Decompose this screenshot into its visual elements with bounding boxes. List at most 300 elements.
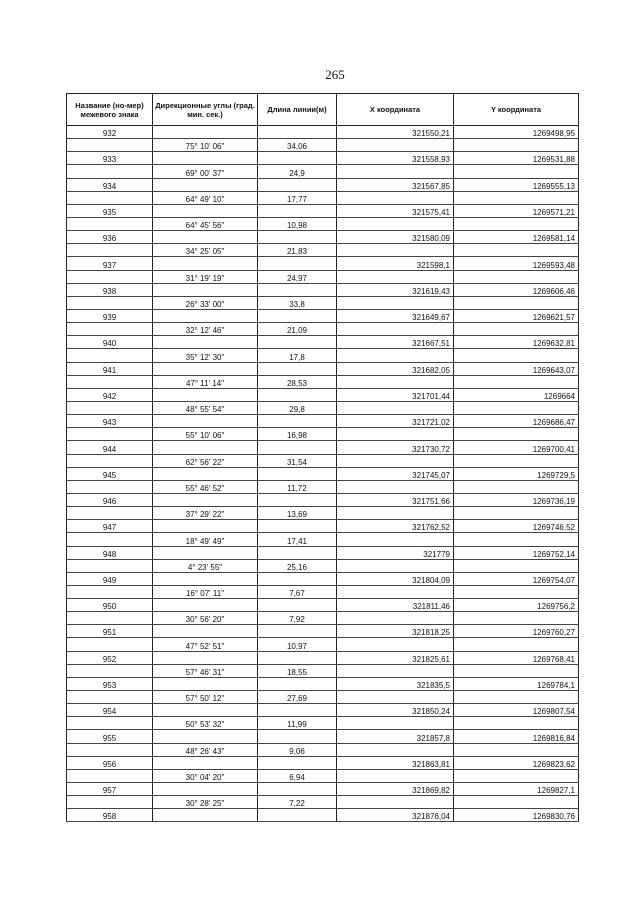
empty-cell [258,651,337,664]
y-coordinate: 1269760,27 [454,625,579,638]
empty-cell [258,204,337,217]
direction-angle: 4° 23' 55" [153,559,258,572]
segment-row [67,165,579,178]
segment-row [67,270,579,283]
empty-cell [258,809,337,822]
segment-row [67,585,579,598]
empty-cell [454,244,579,257]
point-row [67,467,579,480]
empty-cell [153,783,258,796]
direction-angle: 26° 33' 00" [153,296,258,309]
empty-cell [258,126,337,139]
y-coordinate: 1269632,81 [454,336,579,349]
y-coordinate: 1269606,46 [454,283,579,296]
empty-cell [454,533,579,546]
direction-angle: 18° 49' 49" [153,533,258,546]
point-row [67,625,579,638]
x-coordinate: 321811,46 [337,599,454,612]
point-name: 932 [67,126,153,139]
segment-row [67,743,579,756]
empty-cell [454,401,579,414]
direction-angle: 55° 46' 52" [153,480,258,493]
empty-cell [67,691,153,704]
point-row [67,336,579,349]
empty-cell [337,349,454,362]
x-coordinate: 321869,82 [337,783,454,796]
empty-cell [153,730,258,743]
y-coordinate: 1269807,54 [454,704,579,717]
y-coordinate: 1269827,1 [454,783,579,796]
line-length: 7,22 [258,796,337,809]
empty-cell [153,257,258,270]
empty-cell [153,651,258,664]
direction-angle: 37° 29' 22" [153,507,258,520]
empty-cell [337,585,454,598]
y-coordinate: 1269571,21 [454,204,579,217]
point-name: 949 [67,572,153,585]
direction-angle: 31° 19' 19" [153,270,258,283]
line-length: 17,8 [258,349,337,362]
point-name: 951 [67,625,153,638]
direction-angle: 16° 07' 11" [153,585,258,598]
x-coordinate: 321850,24 [337,704,454,717]
empty-cell [258,625,337,638]
empty-cell [153,231,258,244]
point-row [67,493,579,506]
y-coordinate: 1269498,95 [454,126,579,139]
empty-cell [337,717,454,730]
empty-cell [153,152,258,165]
segment-row [67,638,579,651]
empty-cell [67,401,153,414]
segment-row [67,480,579,493]
empty-cell [67,743,153,756]
y-coordinate: 1269756,2 [454,599,579,612]
empty-cell [337,638,454,651]
empty-cell [153,520,258,533]
y-coordinate: 1269784,1 [454,677,579,690]
y-coordinate: 1269830,76 [454,809,579,822]
empty-cell [337,533,454,546]
point-name: 940 [67,336,153,349]
line-length: 17,41 [258,533,337,546]
point-name: 933 [67,152,153,165]
empty-cell [153,441,258,454]
empty-cell [67,217,153,230]
empty-cell [454,349,579,362]
empty-cell [454,769,579,782]
point-row [67,257,579,270]
y-coordinate: 1269754,07 [454,572,579,585]
line-length: 16,98 [258,428,337,441]
empty-cell [153,599,258,612]
point-name: 946 [67,493,153,506]
empty-cell [454,717,579,730]
point-row [67,309,579,322]
empty-cell [153,309,258,322]
x-coordinate: 321751,66 [337,493,454,506]
point-row [67,730,579,743]
empty-cell [454,664,579,677]
segment-row [67,559,579,572]
empty-cell [337,428,454,441]
x-coordinate: 321818,25 [337,625,454,638]
y-coordinate: 1269621,57 [454,309,579,322]
point-row [67,809,579,822]
direction-angle: 30° 04' 20" [153,769,258,782]
empty-cell [337,244,454,257]
header-length: Длина линии(м) [258,94,337,126]
empty-cell [153,546,258,559]
table-body [67,126,579,822]
empty-cell [153,362,258,375]
empty-cell [258,493,337,506]
y-coordinate: 1269686,47 [454,415,579,428]
empty-cell [258,756,337,769]
y-coordinate: 1269816,84 [454,730,579,743]
x-coordinate: 321876,04 [337,809,454,822]
empty-cell [337,165,454,178]
direction-angle: 64° 45' 56" [153,217,258,230]
point-row [67,231,579,244]
empty-cell [153,756,258,769]
point-name: 942 [67,388,153,401]
point-name: 955 [67,730,153,743]
point-row [67,546,579,559]
segment-row [67,717,579,730]
line-length: 13,69 [258,507,337,520]
empty-cell [153,336,258,349]
segment-row [67,217,579,230]
line-length: 10,97 [258,638,337,651]
empty-cell [67,717,153,730]
y-coordinate: 1269746,52 [454,520,579,533]
line-length: 7,92 [258,612,337,625]
point-name: 943 [67,415,153,428]
table-header-row [67,94,579,126]
y-coordinate: 1269823,62 [454,756,579,769]
empty-cell [454,165,579,178]
direction-angle: 34° 25' 05" [153,244,258,257]
segment-row [67,533,579,546]
point-name: 941 [67,362,153,375]
line-length: 18,55 [258,664,337,677]
direction-angle: 47° 11' 14" [153,375,258,388]
line-length: 34,06 [258,139,337,152]
segment-row [67,612,579,625]
empty-cell [153,677,258,690]
empty-cell [153,204,258,217]
segment-row [67,664,579,677]
point-name: 938 [67,283,153,296]
point-name: 957 [67,783,153,796]
empty-cell [454,375,579,388]
empty-cell [258,520,337,533]
empty-cell [337,296,454,309]
empty-cell [337,743,454,756]
empty-cell [67,533,153,546]
point-row [67,651,579,664]
empty-cell [337,507,454,520]
empty-cell [337,612,454,625]
empty-cell [454,454,579,467]
empty-cell [67,375,153,388]
header-y: Y координата [454,94,579,126]
point-name: 935 [67,204,153,217]
point-row [67,283,579,296]
line-length: 21,83 [258,244,337,257]
empty-cell [454,428,579,441]
empty-cell [67,796,153,809]
point-row [67,415,579,428]
line-length: 28,53 [258,375,337,388]
direction-angle: 55° 10' 06" [153,428,258,441]
segment-row [67,349,579,362]
empty-cell [67,323,153,336]
x-coordinate: 321730,72 [337,441,454,454]
x-coordinate: 321550,21 [337,126,454,139]
point-name: 937 [67,257,153,270]
empty-cell [153,572,258,585]
point-row [67,704,579,717]
line-length: 17,77 [258,191,337,204]
point-name: 934 [67,178,153,191]
empty-cell [454,270,579,283]
empty-cell [67,165,153,178]
x-coordinate: 321598,1 [337,257,454,270]
empty-cell [67,270,153,283]
x-coordinate: 321682,05 [337,362,454,375]
empty-cell [67,585,153,598]
segment-row [67,296,579,309]
empty-cell [67,769,153,782]
empty-cell [337,401,454,414]
empty-cell [67,296,153,309]
point-name: 958 [67,809,153,822]
empty-cell [153,388,258,401]
direction-angle: 48° 26' 43" [153,743,258,756]
direction-angle: 75° 10' 06" [153,139,258,152]
empty-cell [337,139,454,152]
empty-cell [454,638,579,651]
direction-angle: 50° 53' 32" [153,717,258,730]
empty-cell [67,139,153,152]
empty-cell [258,178,337,191]
segment-row [67,191,579,204]
x-coordinate: 321804,09 [337,572,454,585]
segment-row [67,375,579,388]
line-length: 11,72 [258,480,337,493]
segment-row [67,323,579,336]
empty-cell [337,480,454,493]
empty-cell [337,270,454,283]
segment-row [67,428,579,441]
empty-cell [258,152,337,165]
empty-cell [258,783,337,796]
empty-cell [67,612,153,625]
point-row [67,756,579,769]
line-length: 31,54 [258,454,337,467]
empty-cell [258,730,337,743]
point-name: 956 [67,756,153,769]
point-name: 947 [67,520,153,533]
point-name: 950 [67,599,153,612]
segment-row [67,796,579,809]
point-name: 952 [67,651,153,664]
point-name: 939 [67,309,153,322]
empty-cell [454,691,579,704]
empty-cell [258,441,337,454]
point-row [67,152,579,165]
direction-angle: 69° 00' 37" [153,165,258,178]
header-angle: Дирекционные углы (град. мин. сек.) [153,94,258,126]
point-row [67,783,579,796]
x-coordinate: 321779 [337,546,454,559]
direction-angle: 47° 52' 51" [153,638,258,651]
empty-cell [337,217,454,230]
line-length: 11,99 [258,717,337,730]
segment-row [67,507,579,520]
line-length: 7,67 [258,585,337,598]
point-row [67,599,579,612]
empty-cell [337,454,454,467]
segment-row [67,769,579,782]
empty-cell [258,415,337,428]
empty-cell [258,362,337,375]
empty-cell [454,139,579,152]
empty-cell [454,559,579,572]
point-name: 945 [67,467,153,480]
direction-angle: 48° 55' 54" [153,401,258,414]
empty-cell [258,257,337,270]
direction-angle: 32° 12' 46" [153,323,258,336]
empty-cell [454,296,579,309]
point-name: 944 [67,441,153,454]
line-length: 33,8 [258,296,337,309]
y-coordinate: 1269555,13 [454,178,579,191]
x-coordinate: 321863,81 [337,756,454,769]
y-coordinate: 1269700,41 [454,441,579,454]
line-length: 24,97 [258,270,337,283]
y-coordinate: 1269729,5 [454,467,579,480]
point-name: 936 [67,231,153,244]
line-length: 29,8 [258,401,337,414]
empty-cell [337,191,454,204]
empty-cell [67,428,153,441]
x-coordinate: 321558,93 [337,152,454,165]
y-coordinate: 1269752,14 [454,546,579,559]
line-length: 9,06 [258,743,337,756]
x-coordinate: 321667,51 [337,336,454,349]
empty-cell [67,454,153,467]
point-name: 953 [67,677,153,690]
empty-cell [337,664,454,677]
empty-cell [454,743,579,756]
segment-row [67,454,579,467]
line-length: 21,09 [258,323,337,336]
point-name: 954 [67,704,153,717]
empty-cell [67,244,153,257]
x-coordinate: 321745,07 [337,467,454,480]
empty-cell [153,178,258,191]
y-coordinate: 1269593,48 [454,257,579,270]
empty-cell [67,507,153,520]
direction-angle: 35° 12' 30" [153,349,258,362]
empty-cell [153,467,258,480]
direction-angle: 62° 56' 22" [153,454,258,467]
empty-cell [153,283,258,296]
segment-row [67,244,579,257]
point-row [67,178,579,191]
x-coordinate: 321580,09 [337,231,454,244]
segment-row [67,401,579,414]
line-length: 10,98 [258,217,337,230]
line-length: 6,94 [258,769,337,782]
direction-angle: 30° 28' 25" [153,796,258,809]
empty-cell [153,809,258,822]
x-coordinate: 321721,02 [337,415,454,428]
line-length: 27,69 [258,691,337,704]
empty-cell [454,796,579,809]
x-coordinate: 321762,52 [337,520,454,533]
empty-cell [153,625,258,638]
direction-angle: 57° 50' 12" [153,691,258,704]
x-coordinate: 321835,5 [337,677,454,690]
direction-angle: 57° 46' 31" [153,664,258,677]
line-length: 24,9 [258,165,337,178]
empty-cell [67,559,153,572]
y-coordinate: 1269664 [454,388,579,401]
y-coordinate: 1269643,07 [454,362,579,375]
x-coordinate: 321567,85 [337,178,454,191]
point-row [67,126,579,139]
point-row [67,677,579,690]
empty-cell [67,664,153,677]
empty-cell [454,585,579,598]
point-row [67,572,579,585]
coordinates-table [66,93,579,822]
y-coordinate: 1269768,41 [454,651,579,664]
empty-cell [337,559,454,572]
empty-cell [454,612,579,625]
empty-cell [258,231,337,244]
empty-cell [454,507,579,520]
empty-cell [454,191,579,204]
empty-cell [337,323,454,336]
y-coordinate: 1269581,14 [454,231,579,244]
x-coordinate: 321857,8 [337,730,454,743]
point-row [67,388,579,401]
point-row [67,441,579,454]
line-length: 25,16 [258,559,337,572]
empty-cell [337,769,454,782]
direction-angle: 30° 56' 20" [153,612,258,625]
header-x: X координата [337,94,454,126]
empty-cell [258,283,337,296]
empty-cell [454,323,579,336]
empty-cell [153,704,258,717]
empty-cell [337,796,454,809]
empty-cell [67,191,153,204]
empty-cell [258,388,337,401]
point-row [67,362,579,375]
point-row [67,520,579,533]
empty-cell [258,704,337,717]
point-name: 948 [67,546,153,559]
empty-cell [258,572,337,585]
y-coordinate: 1269736,19 [454,493,579,506]
empty-cell [258,309,337,322]
